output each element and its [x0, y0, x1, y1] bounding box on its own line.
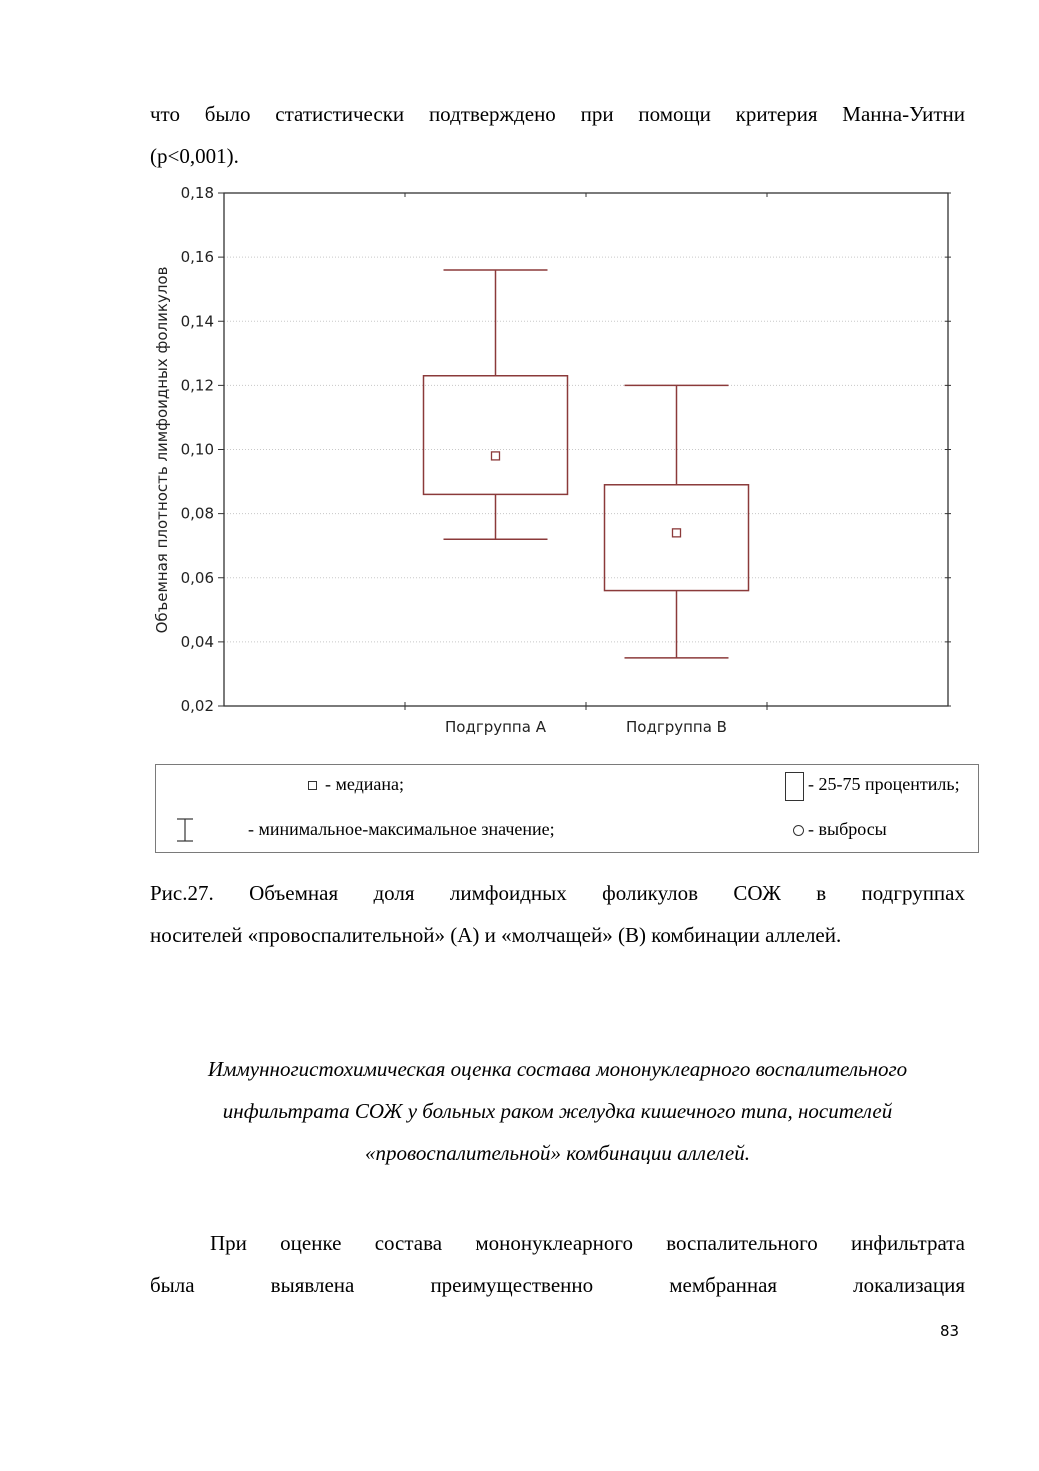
iqr-box — [605, 485, 749, 591]
intro-paragraph — [150, 93, 965, 177]
section-heading — [150, 1048, 965, 1174]
chart-legend — [155, 764, 979, 853]
caption-line-2: носителей «провоспалительной» (А) и «молчащей» (В) комбинации аллелей. — [150, 923, 842, 947]
y-tick-label: 0,16 — [180, 248, 214, 267]
outlier-symbol-icon — [793, 825, 804, 836]
iqr-box — [424, 376, 568, 495]
legend-percentile-label: - 25-75 процентиль; — [808, 774, 960, 794]
box-group — [605, 385, 749, 658]
heading-line-1: Иммунногистохимическая оценка состава мононуклеарного воспалительного — [207, 1057, 908, 1081]
box-plot-chart — [145, 180, 965, 755]
median-marker — [492, 452, 500, 460]
x-category-label: Подгруппа А — [445, 718, 546, 736]
median-marker — [673, 529, 681, 537]
legend-outliers — [793, 819, 887, 840]
heading-line-2: инфильтрата СОЖ у больных раком желудка кишечного типа, носителей — [222, 1099, 893, 1123]
x-category-label: Подгруппа В — [626, 718, 727, 736]
box-series — [424, 270, 749, 658]
y-tick-label: 0,12 — [180, 376, 214, 395]
y-tick-label: 0,08 — [180, 504, 214, 523]
body-line-2: была выявлена преимущественно мембранная локализация — [150, 1273, 965, 1297]
body-line-1: При оценке состава мононуклеарного воспалительного инфильтрата — [210, 1231, 965, 1255]
legend-median-label: - медиана; — [325, 774, 405, 794]
x-axis-ticks — [405, 193, 767, 736]
caption-line-1: Рис.27. Объемная доля лимфоидных фоликулов СОЖ в подгруппах — [150, 881, 965, 905]
legend-minmax — [248, 819, 555, 840]
body-paragraph — [150, 1222, 965, 1306]
y-tick-label: 0,06 — [180, 568, 214, 587]
figure-caption — [150, 872, 965, 956]
legend-median — [308, 774, 404, 795]
heading-line-3: «провоспалительной» комбинации аллелей. — [365, 1141, 750, 1165]
page-number: 83 — [940, 1322, 960, 1340]
y-tick-label: 0,10 — [180, 440, 214, 459]
y-tick-label: 0,02 — [180, 697, 214, 715]
legend-percentile — [808, 774, 960, 795]
percentile-box-icon — [785, 772, 804, 801]
legend-minmax-label: - минимальное-максимальное значение; — [248, 819, 555, 839]
whisker-symbol-icon — [174, 817, 196, 843]
median-symbol-icon — [308, 781, 317, 790]
y-tick-label: 0,14 — [180, 312, 214, 331]
grid-lines — [224, 257, 948, 642]
y-tick-label: 0,18 — [180, 184, 214, 202]
intro-line-1: что было статистически подтверждено при помощи критерия Манна-Уитни — [150, 102, 965, 126]
y-axis-label: Объемная плотность лимфоидных фоликулов — [153, 266, 171, 634]
intro-line-2: (p<0,001). — [150, 144, 239, 168]
legend-outliers-label: - выбросы — [808, 819, 887, 839]
box-group — [424, 270, 568, 539]
y-tick-label: 0,04 — [180, 632, 214, 651]
